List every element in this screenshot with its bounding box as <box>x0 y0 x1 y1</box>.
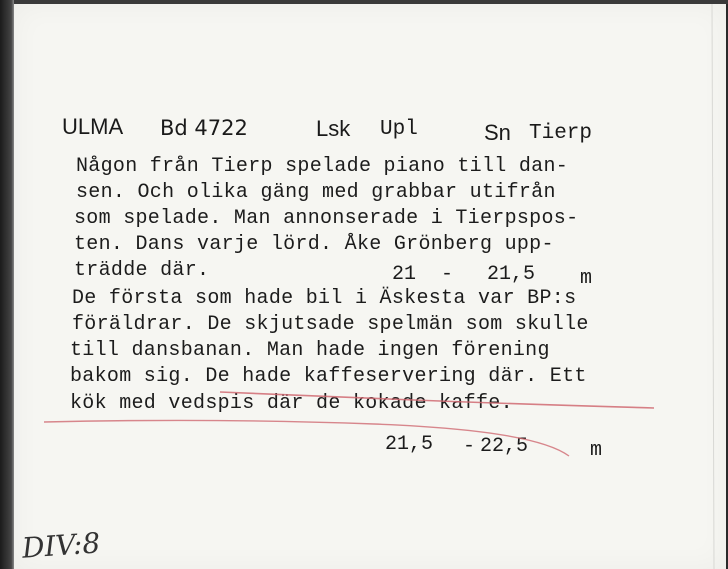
text-line-8: till dansbanan. Man hade ingen förening <box>70 339 550 362</box>
province-label: Lsk <box>316 116 351 141</box>
measure-2-from: 21,5 <box>385 433 434 456</box>
text-line-7: föräldrar. De skjutsade spelmän som skulle <box>72 313 589 336</box>
measure-2-to: 22,5 <box>480 435 529 458</box>
measure-1-to: 21,5 <box>487 263 536 286</box>
ulma-label: ULMA <box>62 114 124 139</box>
measure-1-unit: m <box>580 267 593 290</box>
province-value: Upl <box>380 118 418 141</box>
text-line-2: sen. Och olika gäng med grabbar utifrån <box>76 181 556 204</box>
measure-2-unit: m <box>590 439 603 462</box>
text-line-1: Någon från Tierp spelade piano till dan- <box>76 155 569 178</box>
text-line-6: De första som hade bil i Äskesta var BP:s <box>72 287 577 310</box>
scan-left-edge <box>0 0 14 569</box>
parish-value: Tierp <box>529 122 593 145</box>
text-line-9: bakom sig. De hade kaffeservering där. Ett <box>70 365 587 388</box>
text-line-3: som spelade. Man annonserade i Tierpspos- <box>74 207 579 230</box>
text-line-4: ten. Dans varje lörd. Åke Grönberg upp- <box>74 233 554 256</box>
text-line-10: kök med vedspis där de kokade kaffe. <box>70 392 513 415</box>
pencil-underline <box>14 4 726 569</box>
parish-label: Sn <box>484 120 511 145</box>
measure-1-dash: - <box>441 263 454 286</box>
measure-1-from: 21 <box>392 263 417 286</box>
measure-2-dash: - <box>463 435 476 458</box>
handwritten-mark: DIV:8 <box>20 526 102 565</box>
archive-card <box>14 4 726 569</box>
volume-number: Bd 4722 <box>160 116 248 140</box>
text-line-5: trädde där. <box>74 259 210 282</box>
